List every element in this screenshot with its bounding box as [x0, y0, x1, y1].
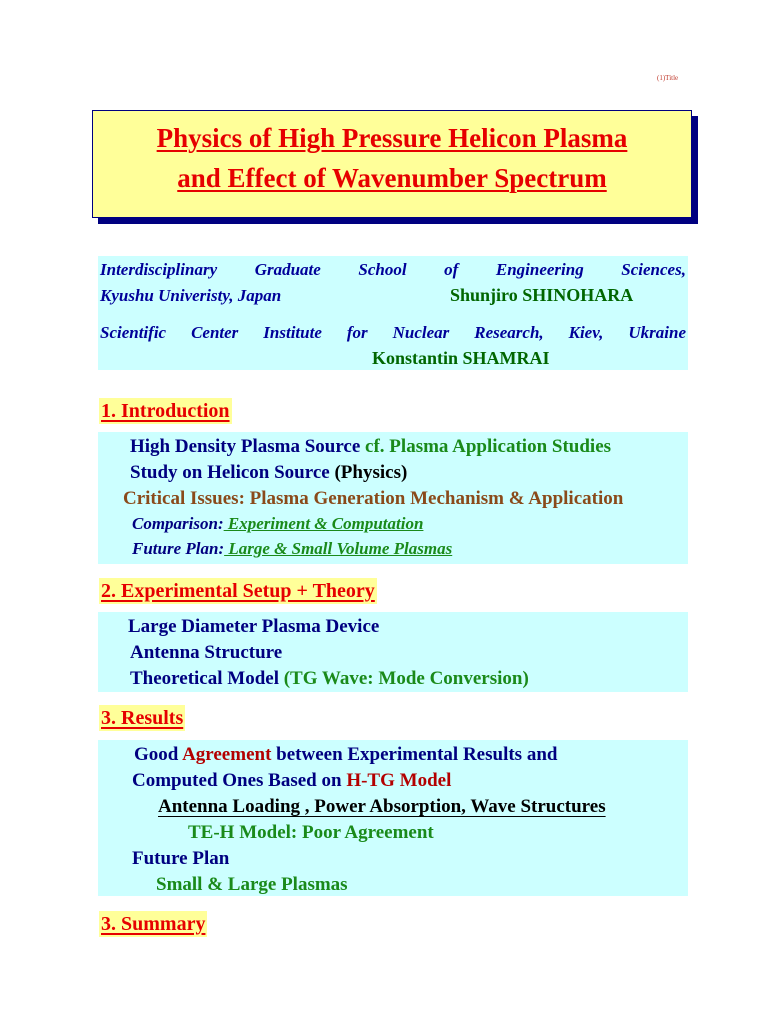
section-heading-introduction: 1. Introduction [101, 400, 230, 422]
setup-line-1: Large Diameter Plasma Device [128, 616, 380, 637]
section-heading-setup: 2. Experimental Setup + Theory [101, 580, 375, 602]
section-heading-results: 3. Results [101, 707, 184, 729]
section-heading-summary: 3. Summary [101, 913, 206, 935]
text: Experiment & Computation [223, 514, 424, 533]
text: Theoretical Model [130, 668, 279, 689]
institution-1-line-1 [100, 260, 686, 280]
word: Engineering [495, 260, 584, 279]
page-tag: (1)Title [657, 74, 679, 82]
text: Large & Small Volume Plasmas [224, 539, 453, 558]
word: Ukraine [628, 323, 686, 342]
word: Sciences, [621, 260, 686, 279]
results-box [98, 740, 688, 896]
results-line-2 [132, 770, 451, 792]
intro-line-4 [132, 514, 423, 534]
word: Interdisciplinary [100, 260, 218, 279]
word: Nuclear [392, 323, 450, 342]
word: School [358, 260, 407, 279]
results-line-6: Small & Large Plasmas [156, 874, 348, 895]
text: H-TG Model [346, 770, 452, 791]
intro-line-5 [132, 539, 452, 559]
setup-box [98, 612, 688, 692]
title-line-1: Physics of High Pressure Helicon Plasma [156, 123, 628, 153]
text: Study on Helicon Source [130, 462, 330, 483]
word: Scientific [100, 323, 167, 342]
text: cf. Plasma Application Studies [365, 436, 612, 457]
word: of [444, 260, 459, 279]
word: Graduate [254, 260, 321, 279]
text: High Density Plasma Source [130, 436, 361, 457]
text: Future Plan: [132, 539, 225, 558]
word: Center [191, 323, 239, 342]
title-box [92, 110, 692, 218]
affiliations-box [98, 256, 688, 370]
author-2: Konstantin SHAMRAI [372, 348, 550, 368]
results-line-3: Antenna Loading , Power Absorption, Wave Structures [158, 796, 606, 817]
institution-2 [100, 323, 686, 343]
text: Computed Ones Based on [132, 770, 342, 791]
word: Kiev, [568, 323, 604, 342]
intro-line-2 [130, 462, 407, 484]
text: (TG Wave: Mode Conversion) [283, 668, 529, 689]
institution-1-line-2: Kyushu Univeristy, Japan [100, 286, 282, 305]
setup-line-3 [130, 668, 529, 690]
text: Good [134, 744, 179, 765]
intro-line-3: Critical Issues: Plasma Generation Mechanism & Application [123, 488, 624, 509]
results-line-4: TE-H Model: Poor Agreement [188, 822, 434, 843]
introduction-box [98, 432, 688, 564]
text: Comparison: [132, 514, 224, 533]
text: (Physics) [334, 462, 408, 483]
results-line-5: Future Plan [132, 848, 230, 869]
setup-line-2: Antenna Structure [130, 642, 283, 663]
word: Research, [474, 323, 544, 342]
word: for [346, 323, 368, 342]
text: between Experimental Results and [276, 744, 558, 765]
title-line-2: and Effect of Wavenumber Spectrum [177, 163, 607, 193]
results-line-1 [134, 744, 557, 766]
intro-line-1 [130, 436, 611, 458]
word: Institute [263, 323, 322, 342]
text: Agreement [182, 744, 272, 765]
author-1: Shunjiro SHINOHARA [450, 285, 634, 305]
